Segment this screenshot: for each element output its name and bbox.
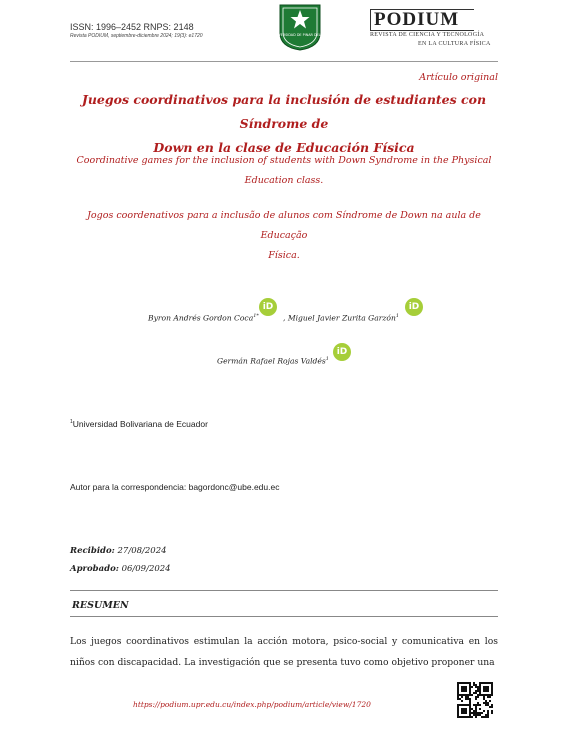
article-title-spanish <box>70 88 498 160</box>
correspondence-info: Autor para la correspondencia: bagordonc@ube.edu.ec <box>70 482 280 492</box>
affiliation-mark: 1 <box>70 419 73 426</box>
author-3-name: Germán Rafael Rojas Valdés <box>217 356 326 366</box>
article-type: Artículo original <box>419 72 498 83</box>
qr-code-icon <box>457 682 493 718</box>
author-1 <box>148 313 259 323</box>
received-value: 27/08/2024 <box>114 546 167 556</box>
approved-value: 06/09/2024 <box>118 564 171 574</box>
article-title-portuguese <box>70 206 498 266</box>
received-label: Recibido: <box>70 546 115 556</box>
author-2-affiliation-mark: 1 <box>395 313 400 319</box>
university-logo-text: UNIVERSIDAD DE PINAR DEL RÍO <box>272 33 328 37</box>
author-3 <box>217 356 329 366</box>
orcid-icon[interactable]: iD <box>259 298 277 316</box>
resumen-heading: RESUMEN <box>72 600 129 611</box>
journal-citation: Revista PODIUM, septiembre-diciembre 2024; 19(3): e1720 <box>70 33 203 39</box>
approved-label: Aprobado: <box>70 564 119 574</box>
affiliation-name: Universidad Bolivariana de Ecuador <box>72 419 208 429</box>
journal-logo <box>370 9 500 55</box>
journal-name: PODIUM <box>370 9 474 31</box>
author-3-affiliation-mark: 1 <box>325 356 329 362</box>
orcid-icon[interactable]: iD <box>405 298 423 316</box>
received-date <box>70 546 167 556</box>
author-1-name: Byron Andrés Gordon Coca <box>148 313 254 323</box>
article-url-link[interactable]: https://podium.upr.edu.cu/index.php/podium/article/view/1720 <box>133 700 371 709</box>
title-en-line-2: Education class. <box>244 175 324 186</box>
article-title-english <box>70 151 498 191</box>
journal-subtitle-2: EN LA CULTURA FÍSICA <box>418 41 491 47</box>
orcid-icon[interactable]: iD <box>333 343 351 361</box>
abstract-text: Los juegos coordinativos estimulan la acción motora, psico-social y comunicativa en los niños con discapacidad. La investigación que se presenta tuvo como objetivo proponer una <box>70 636 498 668</box>
author-1-affiliation-mark: 1* <box>253 313 259 319</box>
resumen-divider-bottom <box>70 616 498 617</box>
title-pt-line-1: Jogos coordenativos para a inclusão de alunos com Síndrome de Down na aula de Educação <box>87 210 481 241</box>
title-es-line-2: Down en la clase de Educación Física <box>153 140 415 155</box>
resumen-divider-top <box>70 590 498 591</box>
author-2-name: , Miguel Javier Zurita Garzón <box>283 313 396 323</box>
journal-subtitle-1: REVISTA DE CIENCIA Y TECNOLOGÍA <box>370 32 485 38</box>
approved-date <box>70 564 171 574</box>
title-en-line-1: Coordinative games for the inclusion of students with Down Syndrome in the Physical <box>76 155 492 166</box>
header-divider <box>70 61 498 62</box>
title-es-line-1: Juegos coordinativos para la inclusión de estudiantes con Síndrome de <box>81 92 487 131</box>
affiliation <box>70 419 208 429</box>
title-pt-line-2: Física. <box>268 250 300 261</box>
university-logo <box>272 3 328 51</box>
issn-text: ISSN: 1996–2452 RNPS: 2148 <box>70 22 194 32</box>
author-2 <box>283 313 399 323</box>
